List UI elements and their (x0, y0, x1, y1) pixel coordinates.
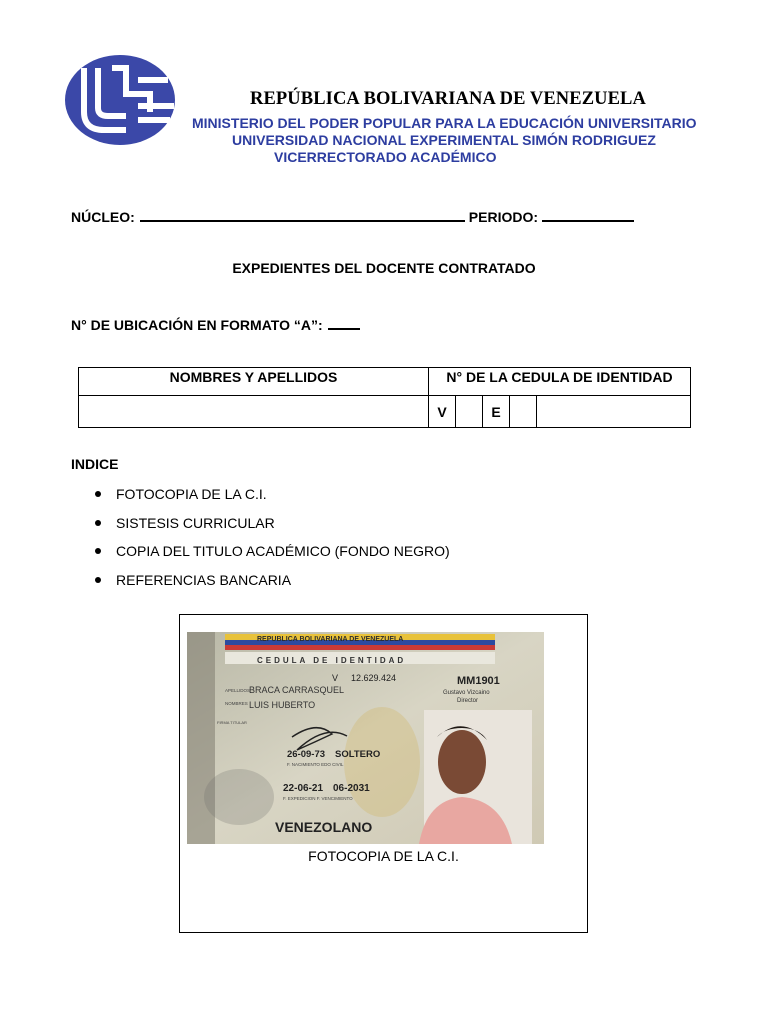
indice-list (95, 480, 450, 594)
bullet-icon (95, 520, 101, 526)
names-header: NOMBRES Y APELLIDOS (169, 369, 338, 385)
v-cell: V (429, 396, 456, 427)
list-item-text: COPIA DEL TITULO ACADÉMICO (FONDO NEGRO) (116, 543, 450, 560)
card-director-title: Director (457, 698, 479, 704)
university-logo (64, 54, 176, 146)
indice-title: INDICE (71, 456, 119, 472)
card-civil: SOLTERO (335, 749, 381, 760)
bullet-icon (95, 491, 101, 497)
header-university: UNIVERSIDAD NACIONAL EXPERIMENTAL SIMÓN RODRIGUEZ (232, 132, 656, 148)
nucleo-label: NÚCLEO: (71, 209, 135, 225)
ubicacion-row (71, 314, 360, 333)
list-item (95, 566, 450, 595)
card-exp: 22-06-21 (283, 783, 324, 794)
header-cell-names (79, 368, 429, 396)
card-nombres: LUIS HUBERTO (249, 700, 316, 710)
cedula-number-cell[interactable] (537, 396, 690, 427)
v-checkbox-cell[interactable] (456, 396, 483, 427)
card-code: MM1901 (457, 675, 500, 687)
identity-table (78, 367, 691, 428)
card-firma-label: FIRMA TITULAR (217, 720, 247, 725)
header-cell-cedula (429, 368, 691, 396)
id-card-photo (187, 632, 544, 844)
list-item-text: REFERENCIAS BANCARIA (116, 571, 292, 588)
card-nombres-label: NOMBRES (225, 701, 248, 706)
card-id-prefix: V (332, 673, 339, 683)
card-birth: 26-09-73 (287, 749, 326, 760)
id-photo-box (179, 614, 588, 933)
card-nationality: VENEZOLANO (275, 819, 373, 835)
card-apellidos: BRACA CARRASQUEL (249, 685, 345, 695)
card-id-number: 12.629.424 (351, 673, 397, 683)
header-vicerrectorado: VICERRECTORADO ACADÉMICO (274, 149, 497, 165)
header-ministry: MINISTERIO DEL PODER POPULAR PARA LA EDUCACIÓN UNIVERSITARIO (192, 115, 697, 131)
periodo-label: PERIODO: (468, 209, 539, 225)
e-checkbox-cell[interactable] (510, 396, 537, 427)
e-cell: E (483, 396, 510, 427)
header-title: REPÚBLICA BOLIVARIANA DE VENEZUELA (250, 89, 646, 109)
names-input-cell[interactable] (79, 396, 429, 428)
nucleo-periodo-row (71, 206, 634, 225)
card-apellidos-label: APELLIDOS (225, 688, 251, 693)
periodo-field[interactable] (542, 206, 634, 222)
id-card-graphic (187, 632, 544, 844)
list-item (95, 480, 450, 509)
list-item-text: FOTOCOPIA DE LA C.I. (116, 486, 267, 503)
document-heading: EXPEDIENTES DEL DOCENTE CONTRATADO (232, 260, 536, 276)
ubicacion-label: N° DE UBICACIÓN EN FORMATO “A”: (71, 317, 323, 333)
cedula-header: N° DE LA CEDULA DE IDENTIDAD (446, 369, 673, 385)
card-director-name: Gustavo Vizcaino (443, 690, 490, 696)
card-birth-label: F. NACIMIENTO EDO CIVIL (287, 762, 344, 767)
card-exp-label: F. EXPEDICION F. VENCIMIENTO (283, 796, 353, 801)
card-band-text: CEDULA DE IDENTIDAD (257, 656, 407, 665)
list-item-text: SISTESIS CURRICULAR (116, 514, 275, 531)
list-item (95, 537, 450, 566)
ubicacion-field[interactable] (328, 314, 360, 330)
list-item (95, 509, 450, 538)
card-venc: 06-2031 (333, 783, 370, 794)
nucleo-field[interactable] (140, 206, 465, 222)
cedula-input-cell (429, 396, 691, 428)
bullet-icon (95, 577, 101, 583)
photo-caption: FOTOCOPIA DE LA C.I. (308, 848, 459, 864)
bullet-icon (95, 548, 101, 554)
card-top-text: REPUBLICA BOLIVARIANA DE VENEZUELA (257, 636, 404, 643)
